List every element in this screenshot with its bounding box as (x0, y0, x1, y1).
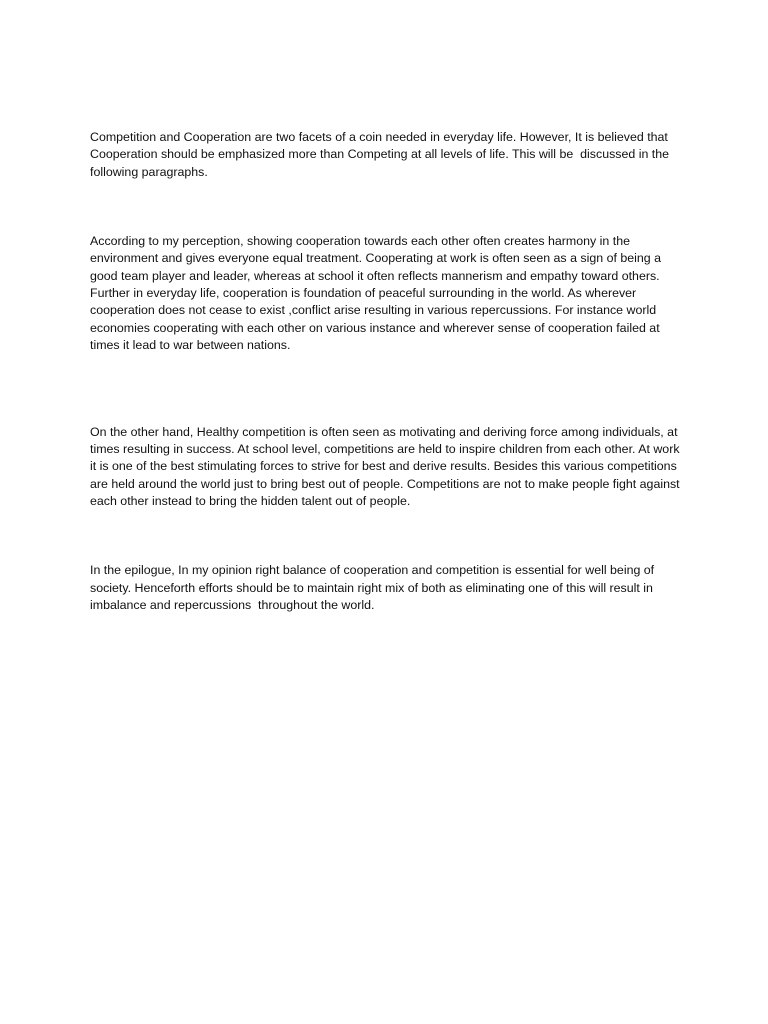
paragraph-competition: On the other hand, Healthy competition is often seen as motivating and deriving force among individuals, at times resulting in success. At school level, competitions are held to inspire children from each other. At work it is one of the best stimulating forces to strive for best and derive results. Besides this various competitions are held around the world just to bring best out of people. Competitions are not to make people fight against each other instead to bring the hidden talent out of people. (90, 424, 684, 509)
paragraph-conclusion: In the epilogue, In my opinion right balance of cooperation and competition is essential for well being of society. Henceforth efforts should be to maintain right mix of both as eliminating one of this will result in imbalance and repercussions throughout the world. (90, 563, 658, 613)
paragraph-intro: Competition and Cooperation are two facets of a coin needed in everyday life. However, It is believed that Cooperation should be emphasized more than Competing at all levels of life. This will be discussed in the following paragraphs. (90, 129, 673, 179)
document-body (90, 94, 682, 649)
paragraph-cooperation: According to my perception, showing cooperation towards each other often creates harmony in the environment and gives everyone equal treatment. Cooperating at work is often seen as a sign of being a good team player and leader, whereas at school it often reflects mannerism and empathy toward others. Further in everyday life, cooperation is foundation of peaceful surrounding in the world. As wherever cooperation does not cease to exist ,conflict arise resulting in various repercussions. For instance world economies cooperating with each other on various instance and wherever sense of cooperation failed at times it lead to war between nations. (90, 233, 665, 353)
